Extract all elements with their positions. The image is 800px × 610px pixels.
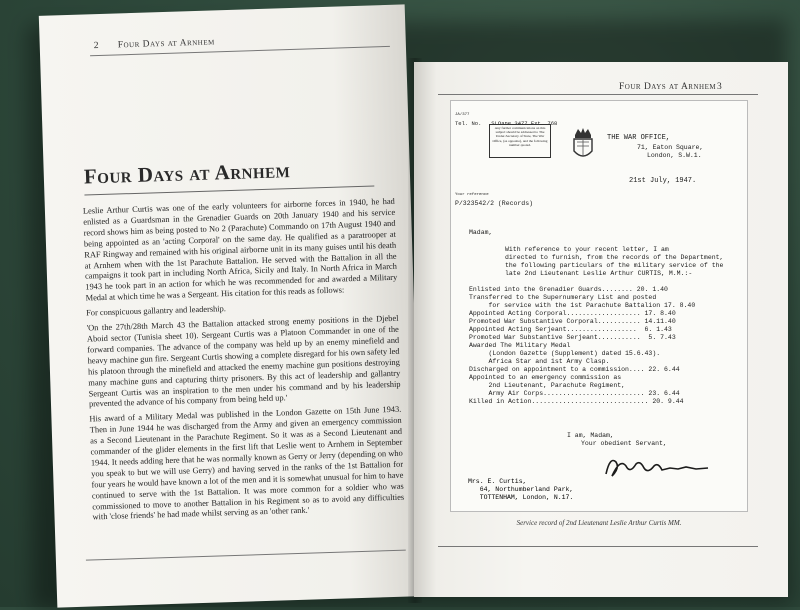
correspondence-notice: Any further communications on this subject should be addressed to The Under-Secretary of State, The War Office, (as opposite), and the following number quoted. — [489, 124, 551, 158]
running-title: Four Days at Arnhem — [619, 82, 717, 92]
intro-line: the following particulars of the military service of the — [505, 262, 724, 269]
record-line: Promoted War Substantive Corporal........... 14.11.40 — [469, 318, 676, 325]
record-line: Africa Star and 1st Army Clasp. — [469, 358, 610, 365]
page-number: 3 — [717, 82, 723, 92]
record-line: (London Gazette (Supplement) dated 15.6.43). — [469, 350, 661, 357]
recipient-line: Mrs. E. Curtis, — [468, 478, 527, 485]
paragraph: For conspicuous gallantry and leadership. — [86, 304, 227, 318]
page-number: 2 — [93, 41, 100, 52]
figure-caption: Service record of 2nd Lieutenant Leslie Arthur Curtis MM. — [516, 519, 682, 527]
closing-line: I am, Madam, — [567, 432, 614, 439]
record-line: Promoted War Substantive Serjeant........... 5. 7.43 — [469, 334, 676, 341]
form-code: JA/377 — [455, 113, 470, 117]
office-address-line: London, S.W.1. — [647, 152, 702, 159]
record-line: Killed in Action.............................. 20. 9.44 — [469, 398, 684, 405]
recipient-line: TOTTENHAM, London, N.17. — [468, 494, 574, 501]
footer-rule — [438, 546, 758, 547]
chapter-heading: Four Days at Arnhem — [83, 158, 291, 189]
intro-line: directed to furnish, from the records of the Department, — [505, 254, 724, 261]
war-office-letter — [450, 100, 748, 512]
intro-line: With reference to your recent letter, I am — [505, 246, 669, 253]
left-page — [39, 4, 423, 607]
footer-rule — [86, 550, 406, 561]
record-line: Appointed Acting Serjeant.................. 6. 1.43 — [469, 326, 672, 333]
header-rule — [438, 94, 758, 95]
letter-date: 21st July, 1947. — [629, 177, 697, 185]
record-line: Transferred to the Supernumerary List and posted — [469, 294, 657, 301]
recipient-block — [468, 478, 728, 508]
paragraph: Leslie Arthur Curtis was one of the early volunteers for airborne forces in 1940, he had enlisted as a Guardsman in the Grenadier Guards on 20th January 1940 and his service record shows him as being posted to No 2 (Parachute) Commando on 17th August 1940 and being appointed as an 'acting Corporal' on the same day. He qualified as a paratrooper at RAF Ringway and remained with his original airborne unit in its many guises until his death at Arnhem when with the 1st Parachute Battalion. He served with the Battalion in all the campaigns it took part in including North Africa, Sicily and Italy. In North Africa in March 1943 he took part in an action for which he was recommended for and awarded a Military Medal at which time he was a Sergeant. His citation for this reads as follows: — [82, 196, 398, 303]
royal-crest-icon — [567, 127, 599, 165]
record-line: Appointed Acting Corporal................... 17. 8.40 — [469, 310, 676, 317]
chapter-body — [83, 197, 405, 528]
intro-line: late 2nd Lieutenant Leslie Arthur CURTIS, M.M.:- — [505, 270, 693, 277]
your-reference-label: Your reference — [455, 193, 489, 197]
record-line: Discharged on appointment to a commission.... 22. 6.44 — [469, 366, 680, 373]
record-line: Appointed to an emergency commission as — [469, 374, 622, 381]
record-line: Awarded The Military Medal — [469, 342, 571, 349]
record-line: Army Air Corps.......................... 23. 6.44 — [469, 390, 680, 397]
citation-paragraph: 'On the 27th/28th March 43 the Battalion attacked strong enemy positions in the Djebel Aboid sector (Tunisia sheet 10). Sergeant Curtis was a Platoon Commander in one of the forward companies. The advance of the company was held up by an enemy minefield and heavy machine gun fire. Sergeant Curtis showing a complete disregard for his own safety led his platoon through the minefield and attacked the enemy machine gun positions destroying many machine guns and capturing thirty prisoners. By this act of leadership and gallantry Sergeant Curtis was an inspiration to the men under his command and by his leadership prevented the advance of his company from being held up.' — [86, 313, 401, 409]
record-line: Enlisted into the Grenadier Guards........ 20. 1.40 — [469, 286, 668, 293]
paragraph: His award of a Military Medal was published in the London Gazette on 15th June 1943. Then in June 1944 he was discharged from the Army and given an emergency commission as a Second Lieutenant in the Parachute Regiment. So it was as a Second Lieutenant and commander of the glider elements in the first lift that Leslie went to Arnhem in September 1944. It needs adding here that he was normally known as Gerry or Jerry (depending on who you speak to but we will use Gerry) and having served in the ranks of the 1st Battalion for four years he would have known a lot of the men and it is somewhat unusual for him to have continued to serve with the 1st Battalion. It was more common for a soldier who was commissioned to move to another Battalion in his Regiment so as to avoid any difficulties with 'close friends' he had made whilst serving as an 'other rank.' — [89, 405, 405, 522]
record-reference: P/323542/2 (Records) — [455, 200, 534, 207]
right-page-content — [414, 0, 788, 607]
record-line: 2nd Lieutenant, Parachute Regiment, — [469, 382, 626, 389]
telephone-number: Tel. No. SLOane 3477 Ext. 768 — [455, 120, 558, 127]
recipient-line: 64, Northumberland Park, — [468, 486, 574, 493]
record-line: for service with the 1st Parachute Battalion 17. 8.40 — [469, 302, 696, 309]
running-title: Four Days at Arnhem — [117, 37, 215, 51]
office-address-line: 71, Eaton Square, — [637, 144, 704, 151]
closing-line: Your obedient Servant, — [581, 440, 667, 447]
office-name: THE WAR OFFICE, — [607, 134, 671, 142]
salutation: Madam, — [469, 229, 493, 236]
